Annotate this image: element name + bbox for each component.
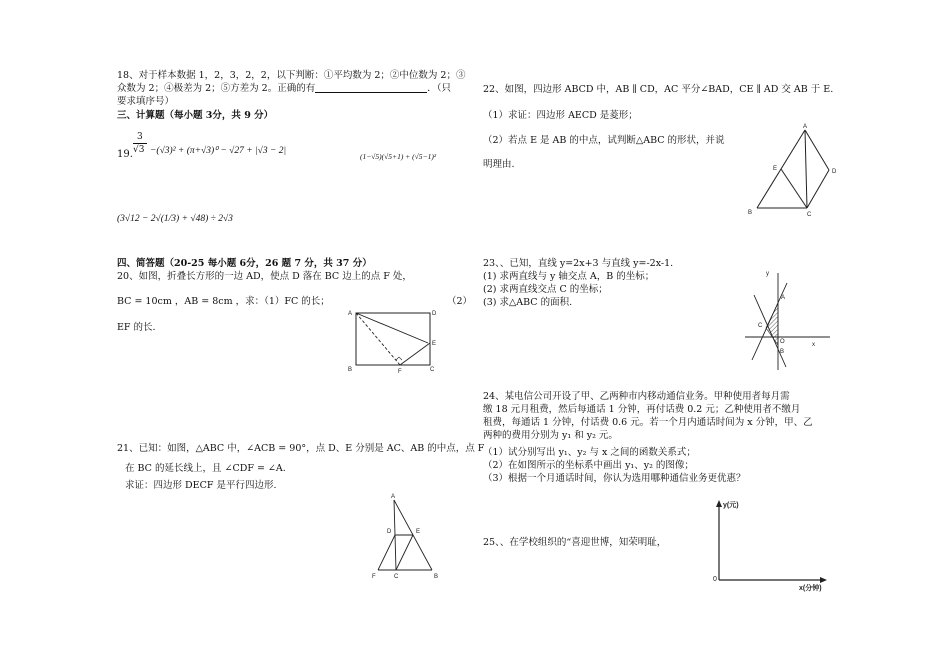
q23-line3: (2) 求两直线交点 C 的坐标； xyxy=(483,284,608,295)
q25-line1: 25、、在学校组织的“喜迎世博，知荣明耻， xyxy=(483,537,667,548)
fig20-label-c: C xyxy=(430,367,435,373)
q23-line4: (3) 求△ABC 的面积. xyxy=(483,297,573,308)
fig22-line-ec xyxy=(781,169,807,208)
q23-line2: (1) 求两直线与 y 轴交点 A，B 的坐标； xyxy=(483,271,655,282)
q22-line3: （2）若点 E 是 AB 的中点，试判断△ABC 的形状，并说 xyxy=(483,135,725,146)
q18-line2-end: ．（只 xyxy=(427,83,451,94)
fig23-label-a: A xyxy=(781,295,786,301)
fig24-label-y: y(元) xyxy=(723,502,739,509)
fig22-label-d: D xyxy=(832,169,837,175)
fig21-label-f: F xyxy=(372,574,376,580)
section3-title: 三、计算题（每小题 3分，共 9 分） xyxy=(117,110,274,121)
fig24-label-origin: 0 xyxy=(713,576,717,583)
section4-title: 四、简答题（20-25 每小题 6分，26 题 7 分，共 37 分） xyxy=(117,258,372,269)
q24-line4: 两种的费用分别为 y₁ 和 y₂ 元。 xyxy=(483,430,618,441)
fig21-label-a: A xyxy=(391,494,396,500)
q20-line3: EF 的长. xyxy=(117,322,156,333)
fig22-line-ad xyxy=(805,130,829,170)
fig21-label-c: C xyxy=(394,574,399,580)
q19-expr: −(√3)² + (π+√3)⁰ − √27 + |√3 − 2| xyxy=(150,146,287,156)
fig20-line-af xyxy=(356,313,400,365)
q24-item3: （3）根据一个月通话时间，你认为选用哪种通信业务更优惠？ xyxy=(483,473,746,484)
fig21-label-b: B xyxy=(434,574,439,580)
fig24-y-arrow xyxy=(716,500,722,507)
fig22-line-dc xyxy=(807,170,829,208)
fig22-label-b: B xyxy=(748,210,753,216)
fig23-label-y: y xyxy=(766,271,769,277)
q18-line2-text: 众数为 2；④极差为 2；⑤方差为 2。正确的有 xyxy=(117,83,316,94)
fig20-line-fe xyxy=(400,343,430,365)
q22-line4: 明理由. xyxy=(483,159,515,170)
q20-line2: BC = 10cm ，AB = 8cm ，求：（1）FC 的长； xyxy=(117,296,330,307)
fig20-label-a: A xyxy=(348,311,353,317)
fig22-label-e: E xyxy=(773,166,778,172)
q24-line1: 24、某电信公司开设了甲、乙两种市内移动通信业务。甲种使用者每月需 xyxy=(483,391,790,402)
q19-expr3: (3√12 − 2√(1/3) + √48) ÷ 2√3 xyxy=(117,214,233,224)
fig22-line-ac xyxy=(805,130,807,208)
q20-line2-right: （2） xyxy=(447,296,473,307)
fig21-label-d: D xyxy=(387,529,392,535)
fig21-triangle-diagram xyxy=(370,492,450,582)
q18-line2 xyxy=(117,83,451,94)
q20-line1: 20、如图，折叠长方形的一边 AD，使点 D 落在 BC 边上的点 F 处， xyxy=(117,271,412,282)
q19-expr2: (1−√5)(√5+1) + (√5−1)² xyxy=(360,152,437,161)
fig20-line-ae xyxy=(356,313,428,343)
fig21-line-df xyxy=(378,535,395,570)
fig21-line-ec xyxy=(396,535,413,570)
q21-line2: 在 BC 的延长线上，且 ∠CDF = ∠A. xyxy=(125,463,286,474)
fig23-coordinate-diagram xyxy=(740,265,840,375)
fig23-line-2 xyxy=(754,295,786,367)
fig23-shaded-triangle xyxy=(766,303,778,345)
q19-frac-num: 3 xyxy=(137,132,143,142)
q24-item1: （1）试分别写出 y₁、y₂ 与 x 之间的函数关系式； xyxy=(483,447,696,458)
q19-label: 19. xyxy=(117,149,133,160)
fig23-label-o: O xyxy=(780,339,785,345)
fig23-label-x: x xyxy=(812,342,815,348)
fig23-label-b: B xyxy=(780,349,785,355)
q24-item2: （2）在如图所示的坐标系中画出 y₁、y₂ 的图像； xyxy=(483,460,694,471)
q18-answer-blank[interactable] xyxy=(315,83,427,93)
fig23-label-c: C xyxy=(758,323,763,329)
q18-line3: 要求填序号） xyxy=(117,96,175,107)
fig20-rectangle-diagram xyxy=(344,305,444,375)
fig20-label-f: F xyxy=(398,369,402,375)
fig20-right-angle xyxy=(396,357,402,360)
q18-line1: 18、对于样本数据 1，2，3，2，2，以下判断：①平均数为 2；②中位数为 2；③ xyxy=(117,70,466,81)
q21-line1: 21、已知：如图，△ABC 中，∠ACB = 90°，点 D、E 分别是 AC、AB 的中点，点 F xyxy=(117,443,485,454)
fig22-rhombus-diagram xyxy=(745,122,845,217)
fig20-label-d: D xyxy=(432,311,437,317)
q19-frac-bar xyxy=(133,143,147,144)
fig24-blank-axes xyxy=(705,498,835,593)
fig22-label-a: A xyxy=(803,124,808,130)
q24-line2: 缴 18 元月租费，然后每通话 1 分钟，再付话费 0.2 元；乙种使用者不缴月 xyxy=(483,404,801,415)
q21-line3: 求证：四边形 DECF 是平行四边形. xyxy=(125,480,277,491)
q22-line2: （1）求证：四边形 AECD 是菱形； xyxy=(483,110,638,121)
q22-line1: 22、如图，四边形 ABCD 中，AB ∥ CD，AC 平分∠BAD，CE ∥ AD 交 AB 于 E. xyxy=(483,84,834,95)
fig20-label-b: B xyxy=(348,367,353,373)
fig24-label-x: x(分钟) xyxy=(799,585,822,592)
fig24-x-arrow xyxy=(820,577,827,583)
q24-line3: 租费，每通话 1 分钟，付话费 0.6 元。若一个月内通话时间为 x 分钟，甲、乙 xyxy=(483,417,813,428)
fig21-label-e: E xyxy=(416,529,421,535)
q23-line1: 23、、已知，直线 y=2x+3 与直线 y=-2x-1. xyxy=(483,258,674,269)
fig22-label-c: C xyxy=(807,212,812,218)
fig20-label-e: E xyxy=(432,341,437,347)
q19-frac-den: √3 xyxy=(133,145,145,155)
